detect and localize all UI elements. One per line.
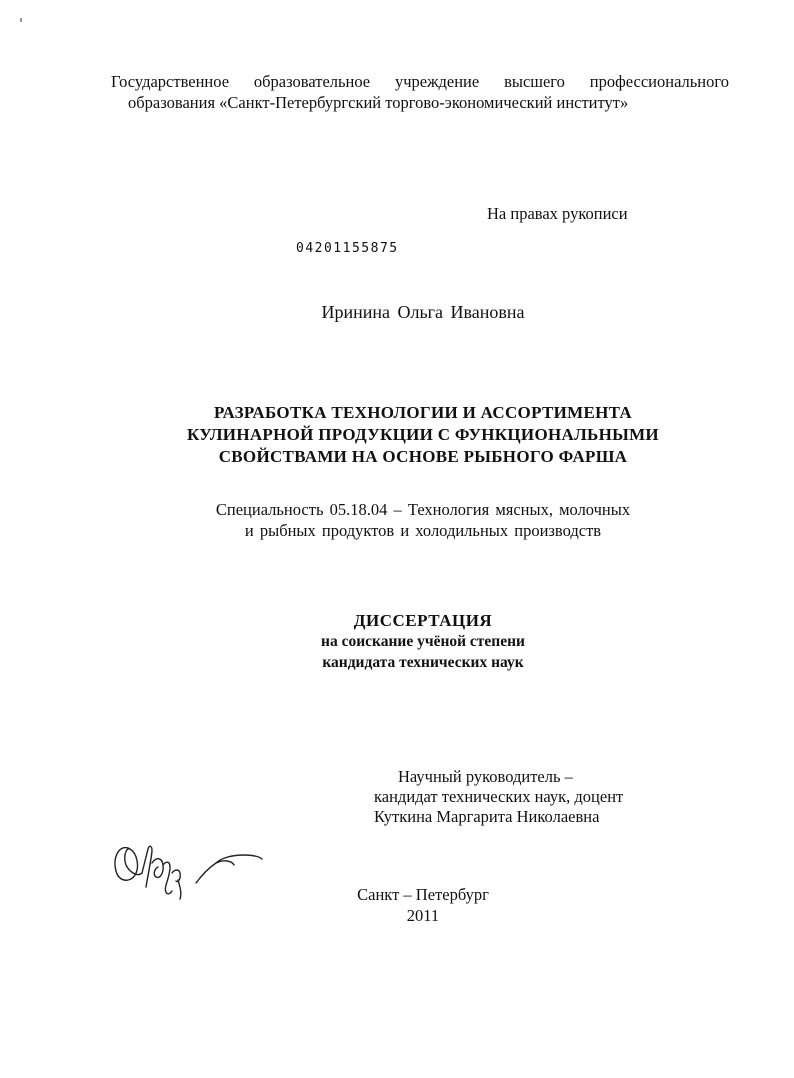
specialty-line-2: и рыбных продуктов и холодильных производств: [244, 521, 602, 540]
year: 2011: [406, 906, 440, 925]
institution-line-2: образования «Санкт-Петербургский торгово-экономический институт»: [128, 93, 629, 112]
dissertation-title: [0, 402, 794, 468]
manuscript-note: На правах рукописи: [487, 204, 628, 223]
place-and-year: [0, 884, 794, 926]
degree-line-1: на соискание учёной степени: [321, 633, 525, 650]
degree-line-2: кандидата технических наук: [322, 654, 524, 671]
registration-code: 04201155875: [296, 241, 399, 256]
dissertation-type: [0, 610, 794, 673]
specialty: [0, 499, 794, 541]
title-line-2: КУЛИНАРНОЙ ПРОДУКЦИИ С ФУНКЦИОНАЛЬНЫМИ: [187, 425, 659, 444]
author-name: Иринина Ольга Ивановна: [321, 302, 525, 322]
title-line-3: СВОЙСТВАМИ НА ОСНОВЕ РЫБНОГО ФАРША: [218, 447, 628, 466]
city: Санкт – Петербург: [357, 885, 489, 904]
institution-line-1: Государственное образовательное учреждение высшего профессионального: [111, 72, 729, 91]
supervisor-role: Научный руководитель –: [398, 767, 573, 786]
specialty-line-1: Специальность 05.18.04 – Технология мясных, молочных: [215, 500, 631, 519]
title-line-1: РАЗРАБОТКА ТЕХНОЛОГИИ И АССОРТИМЕНТА: [213, 403, 633, 422]
supervisor-degree: кандидат технических наук, доцент: [374, 787, 624, 806]
scan-mark: [20, 18, 22, 22]
dissertation-heading: ДИССЕРТАЦИЯ: [353, 611, 493, 630]
supervisor-name: Куткина Маргарита Николаевна: [374, 807, 600, 826]
